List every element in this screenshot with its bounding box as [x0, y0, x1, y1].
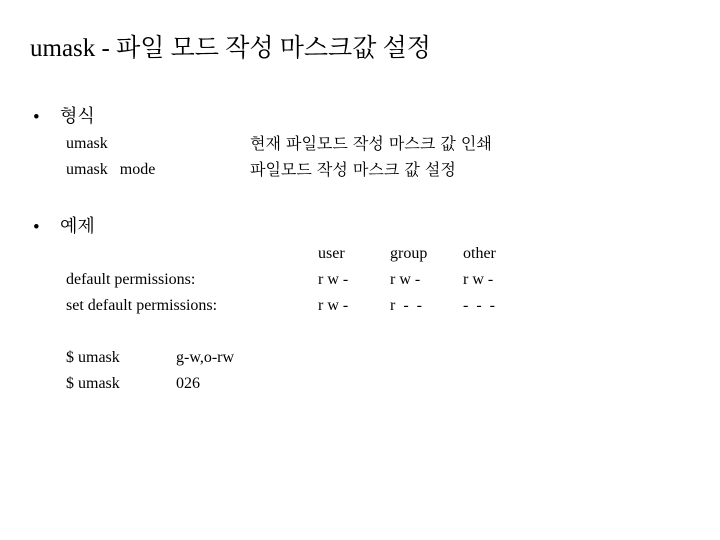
default-user-permission: r w - — [318, 271, 349, 288]
format-command-2: umask mode — [66, 161, 156, 178]
format-description-2: 파일모드 작성 마스크 값 설정 — [250, 160, 456, 179]
format-description-1: 현재 파일모드 작성 마스크 값 인쇄 — [250, 134, 492, 153]
shell-prompt-2: $ umask — [66, 375, 120, 392]
format-heading: 형식 — [60, 106, 95, 127]
column-header-other: other — [463, 245, 496, 262]
format-bullet: • — [33, 107, 40, 128]
page-title: umask - 파일 모드 작성 마스크값 설정 — [30, 35, 431, 62]
format-command-1: umask — [66, 135, 108, 152]
row-label-default: default permissions: — [66, 271, 196, 288]
set-other-permission: - - - — [463, 297, 495, 314]
example-heading: 예제 — [60, 216, 95, 237]
column-header-user: user — [318, 245, 345, 262]
default-group-permission: r w - — [390, 271, 421, 288]
set-group-permission: r - - — [390, 297, 422, 314]
column-header-group: group — [390, 245, 428, 262]
row-label-set-default: set default permissions: — [66, 297, 218, 314]
shell-value-1: g-w,o-rw — [176, 349, 235, 366]
default-other-permission: r w - — [463, 271, 494, 288]
set-user-permission: r w - — [318, 297, 349, 314]
shell-value-2: 026 — [176, 375, 200, 392]
example-bullet: • — [33, 217, 40, 238]
shell-prompt-1: $ umask — [66, 349, 120, 366]
